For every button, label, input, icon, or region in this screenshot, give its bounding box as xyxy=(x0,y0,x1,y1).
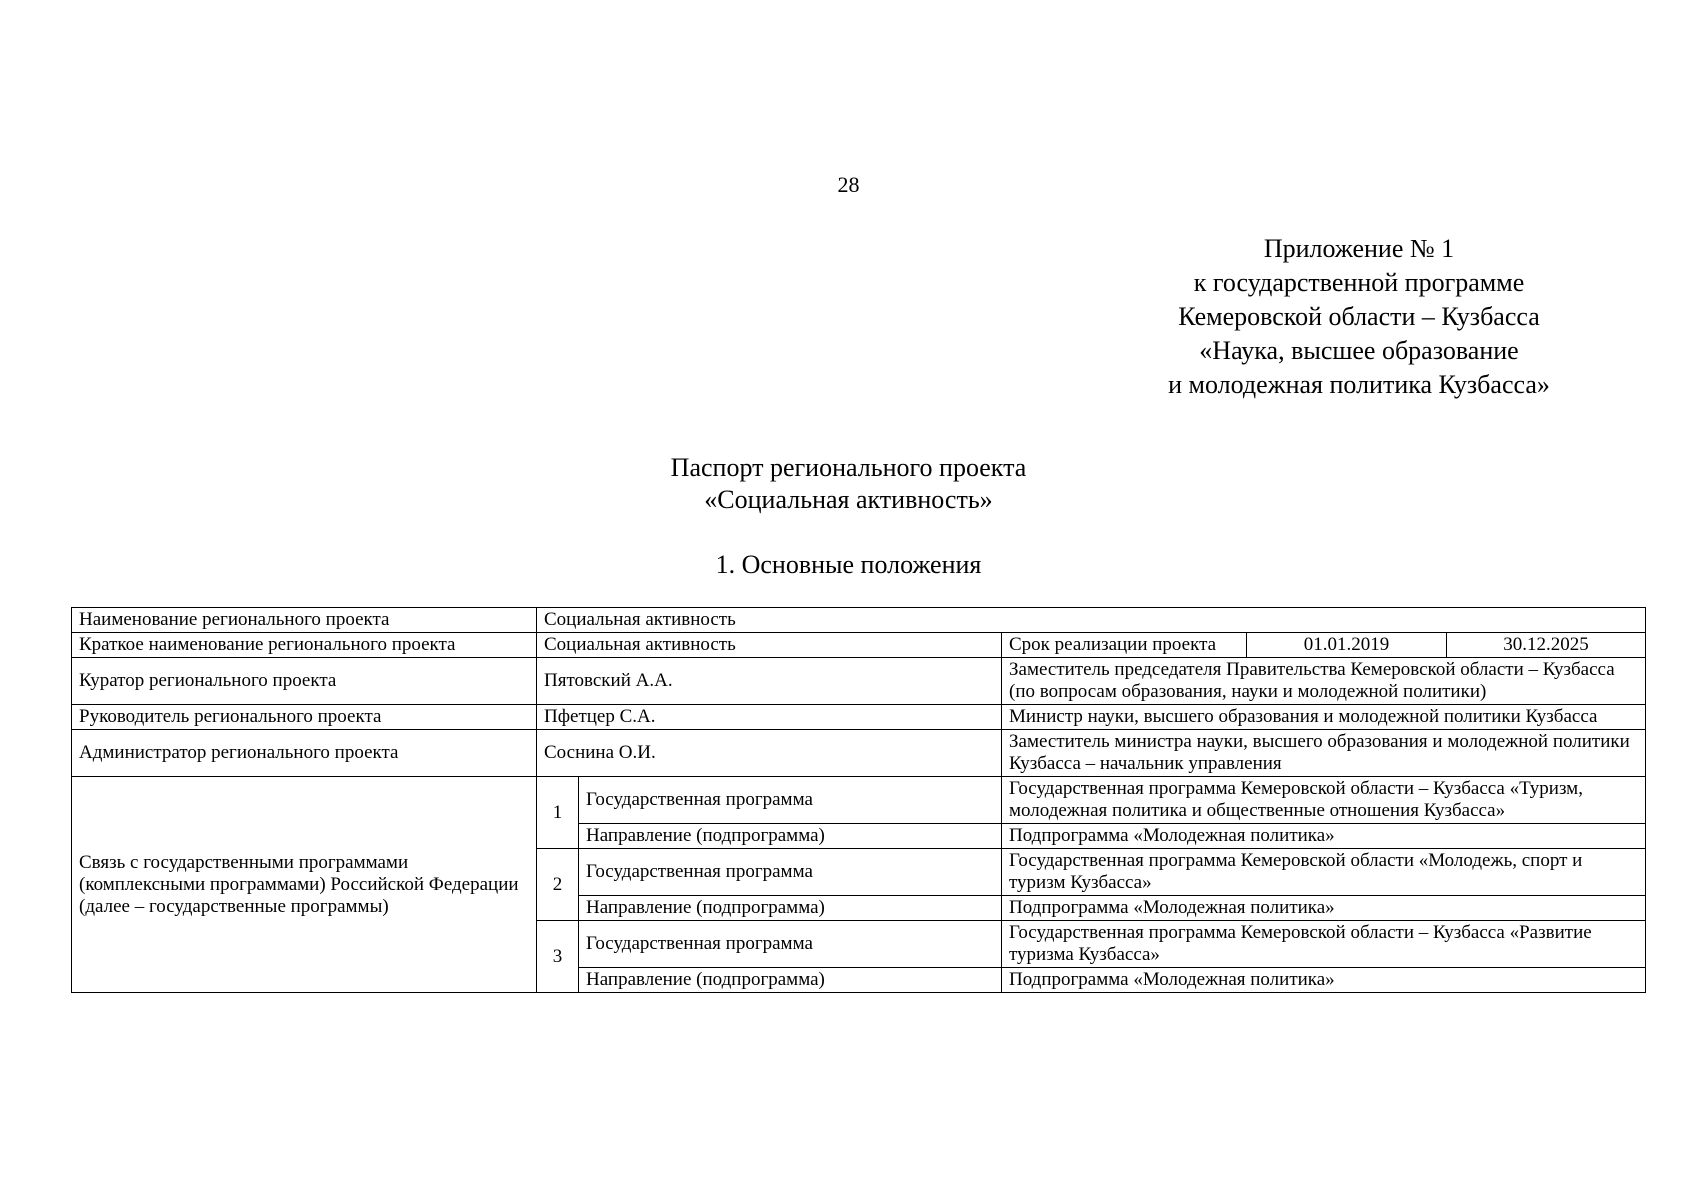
cell-links-label: Связь с государственными программами (комплексными программами) Российской Федерации (далее – государственные программы) xyxy=(72,777,537,993)
cell-term-label: Срок реализации проекта xyxy=(1002,633,1247,658)
cell-value: Социальная активность xyxy=(537,608,1646,633)
cell-person-position: Заместитель председателя Правительства Кемеровской области – Кузбасса (по вопросам образования, науки и молодежной политики) xyxy=(1002,658,1646,705)
cell-person-name: Пфетцер С.А. xyxy=(537,705,1002,730)
cell-value: Социальная активность xyxy=(537,633,1002,658)
cell-direction-label: Направление (подпрограмма) xyxy=(579,896,1002,921)
cell-term-start: 01.01.2019 xyxy=(1247,633,1447,658)
appendix-line: к государственной программе xyxy=(1193,268,1525,297)
cell-person-name: Пятовский А.А. xyxy=(537,658,1002,705)
cell-direction-value: Подпрограмма «Молодежная политика» xyxy=(1002,896,1646,921)
passport-table xyxy=(71,607,1646,993)
appendix-header xyxy=(1099,232,1619,402)
cell-label: Администратор регионального проекта xyxy=(72,730,537,777)
section-heading: 1. Основные положения xyxy=(715,550,982,579)
document-title-line-2: «Социальная активность» xyxy=(704,485,993,514)
cell-program-number: 1 xyxy=(537,777,579,849)
cell-program-value: Государственная программа Кемеровской области – Кузбасса «Развитие туризма Кузбасса» xyxy=(1002,921,1646,968)
cell-label: Краткое наименование регионального проекта xyxy=(72,633,537,658)
cell-direction-label: Направление (подпрограмма) xyxy=(579,968,1002,993)
appendix-line: «Наука, высшее образование xyxy=(1199,336,1519,365)
cell-person-position: Заместитель министра науки, высшего образования и молодежной политики Кузбасса – начальник управления xyxy=(1002,730,1646,777)
table-row-name xyxy=(72,608,1646,633)
cell-program-number: 2 xyxy=(537,849,579,921)
cell-direction-value: Подпрограмма «Молодежная политика» xyxy=(1002,968,1646,993)
cell-program-value: Государственная программа Кемеровской области – Кузбасса «Туризм, молодежная политика и общественные отношения Кузбасса» xyxy=(1002,777,1646,824)
cell-label: Куратор регионального проекта xyxy=(72,658,537,705)
document-title-line-1: Паспорт регионального проекта xyxy=(670,453,1027,482)
cell-direction-value: Подпрограмма «Молодежная политика» xyxy=(1002,824,1646,849)
table-row-program xyxy=(72,777,1646,824)
document-title xyxy=(0,452,1697,516)
cell-term-end: 30.12.2025 xyxy=(1447,633,1646,658)
cell-direction-label: Направление (подпрограмма) xyxy=(579,824,1002,849)
cell-program-value: Государственная программа Кемеровской области «Молодежь, спорт и туризм Кузбасса» xyxy=(1002,849,1646,896)
cell-program-label: Государственная программа xyxy=(579,849,1002,896)
cell-label: Наименование регионального проекта xyxy=(72,608,537,633)
cell-program-label: Государственная программа xyxy=(579,777,1002,824)
cell-label: Руководитель регионального проекта xyxy=(72,705,537,730)
table-row-short-name xyxy=(72,633,1646,658)
appendix-line: Приложение № 1 xyxy=(1263,234,1455,263)
cell-person-position: Министр науки, высшего образования и молодежной политики Кузбасса xyxy=(1002,705,1646,730)
cell-person-name: Соснина О.И. xyxy=(537,730,1002,777)
table-row-administrator xyxy=(72,730,1646,777)
cell-program-label: Государственная программа xyxy=(579,921,1002,968)
page-number: 28 xyxy=(837,172,860,197)
appendix-line: и молодежная политика Кузбасса» xyxy=(1168,370,1550,399)
table-row-curator xyxy=(72,658,1646,705)
appendix-line: Кемеровской области – Кузбасса xyxy=(1178,302,1540,331)
table-row-head xyxy=(72,705,1646,730)
cell-program-number: 3 xyxy=(537,921,579,993)
